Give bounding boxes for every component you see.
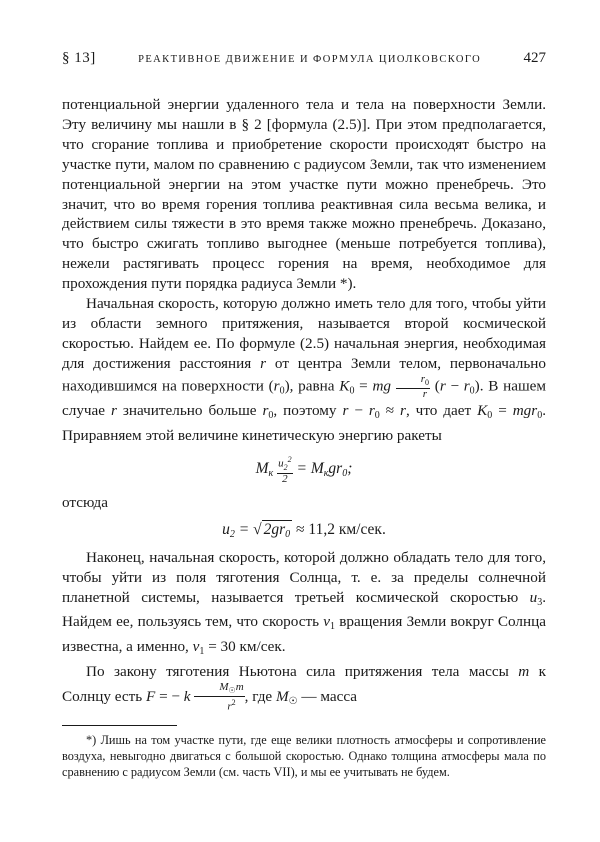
paragraph-2: Начальная скорость, которую должно иметь тело для того, чтобы уйти из области земного притяжения, называется второй космической скоростью. Найдем ее. По формуле (2.5) начальная энергия, необходимая для достижения расстояния r от центра Земли телом, первоначально находившимся на поверхности $(r_0)$, равна $K_0$ = mg $\frac{r_0}{r}$ $(r - r_0)$. В нашем случае r значительно больше $r_0$, поэтому $r - r_0 \approx r$, что дает $K_0 = mgr_0$. Приравняем этой величине кинетическую энергию ракеты bbox=[62, 295, 547, 445]
paragraph-3: Наконец, начальная скорость, которой должно обладать тело для того, чтобы уйти из поля тяготения Солнца, т. е. за пределы солнечной планетной системы, называется третьей космической скоростью $u_3$. Найдем ее, пользуясь тем, что скорость $v_1$ вращения Земли вокруг Солнца известна, а именно, $v_1 = 30$ км/сек. bbox=[62, 548, 547, 658]
equation-kinetic-energy: $M_к$ $\frac{u_2^2}{2}$ = $M_кgr_0$; bbox=[255, 454, 353, 485]
running-header bbox=[62, 50, 546, 67]
paragraph-1: потенциальной энергии удаленного тела и тела на поверхности Земли. Эту величину мы нашли в § 2 [формула (2.5)]. При этом предполагается, что сгорание топлива и приобретение скорости происходят быстро на участке пути, малом по сравнению с радиусом Земли, так что изменением потенциальной энергии на этом участке пути можно пренебречь. Это значит, что во время горения топлива реактивная сила весьма велика, и действием силы тяжести в это время также можно пренебречь. Доказано, что быстро сжигать топливо выгоднее (меньше потребуется топлива), нежели растягивать процесс горения на время, необходимое для прохождения пути порядка радиуса Земли *). bbox=[62, 96, 546, 293]
paragraph-4: По закону тяготения Ньютона сила притяжения тела массы m к Солнцу есть F = − k $\frac{M_☉m}{r^2}$ , где $M_☉$ — масса bbox=[62, 663, 547, 714]
otsyuda-label: отсюда bbox=[62, 493, 108, 511]
section-number: § 13] bbox=[62, 50, 96, 66]
footnote: *) Лишь на том участке пути, где еще велики плотность атмосферы и сопротивление воздуха, невыгодно двигаться с большой скоростью. Однако толщина атмосферы мала по сравнению с радиусом Земли (см. часть VII), и мы ее учитывать не будем. bbox=[62, 733, 546, 780]
footnote-rule bbox=[62, 725, 177, 726]
equation-second-cosmic-speed: $u_2$ = √ $2gr_0 \approx 11,2$ км/сек. bbox=[222, 520, 386, 540]
page-number: 427 bbox=[523, 50, 546, 66]
page bbox=[62, 50, 546, 780]
running-title: РЕАКТИВНОЕ ДВИЖЕНИЕ И ФОРМУЛА ЦИОЛКОВСКОГО bbox=[138, 54, 482, 65]
